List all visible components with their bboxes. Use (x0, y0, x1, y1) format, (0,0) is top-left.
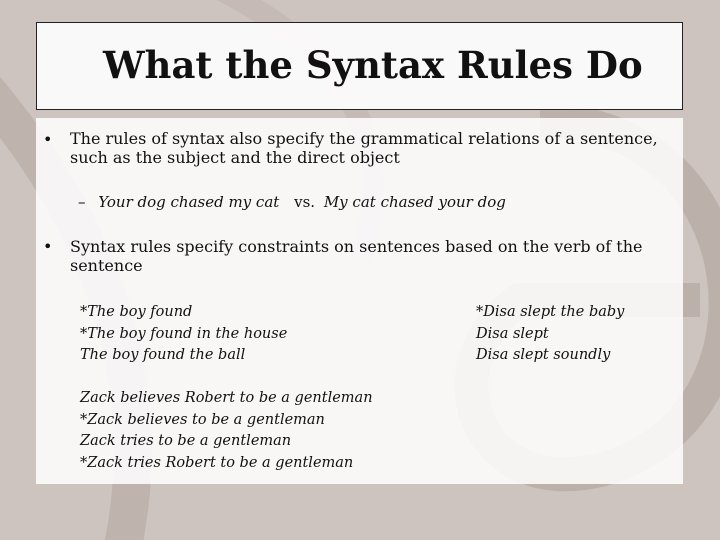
examples-found (80, 302, 287, 367)
example-line: The boy found the ball (80, 347, 246, 363)
sub-bullet-dash: – (78, 193, 86, 211)
bullet-marker: • (43, 237, 53, 256)
example-sentence-2: My cat chased your dog (323, 193, 506, 211)
examples-believes-tries (80, 388, 373, 474)
example-line: Zack believes Robert to be a gentleman (80, 390, 373, 406)
example-line: *Disa slept the baby (476, 304, 625, 320)
bullet-text-grammatical-relations: The rules of syntax also specify the grammatical relations of a sentence, such as the subject and the direct object (70, 129, 658, 167)
example-line: *The boy found (80, 304, 193, 320)
bullet-marker: • (43, 130, 53, 149)
example-line: Disa slept (476, 325, 549, 342)
example-line: Disa slept soundly (476, 347, 611, 363)
example-sentence-1: Your dog chased my cat (98, 193, 280, 211)
examples-slept (476, 302, 624, 367)
example-line: *Zack believes to be a gentleman (80, 411, 325, 428)
versus-label: vs. (294, 193, 316, 211)
bullet-text-verb-constraints: Syntax rules specify constraints on sentences based on the verb of the sentence (70, 237, 643, 275)
title-box (36, 22, 683, 110)
example-line: *The boy found in the house (80, 325, 288, 342)
slide-title: What the Syntax Rules Do (103, 43, 643, 87)
example-line: Zack tries to be a gentleman (80, 433, 292, 449)
sub-bullet-example (78, 193, 506, 211)
example-line: *Zack tries Robert to be a gentleman (80, 454, 354, 471)
